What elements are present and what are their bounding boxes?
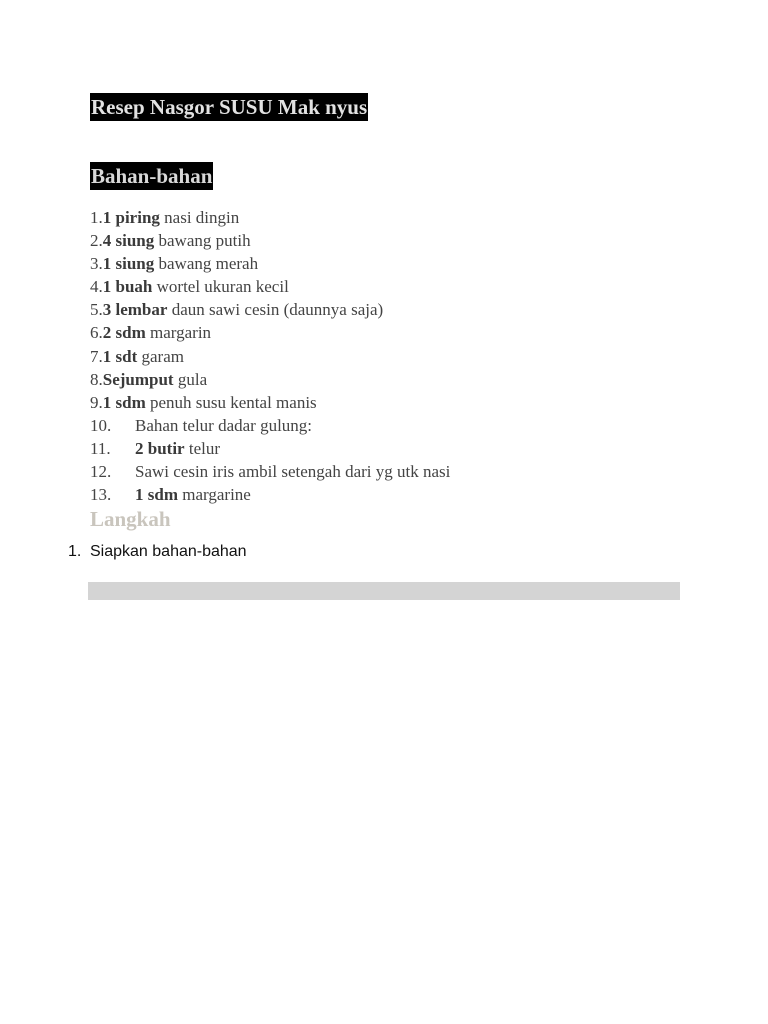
ingredient-text: nasi dingin	[159, 208, 240, 227]
ingredient-text: Sawi cesin iris ambil setengah dari yg utk nasi	[135, 462, 451, 482]
ingredient-quantity: Sejumput	[102, 369, 174, 389]
ingredient-number: 3.	[90, 254, 103, 274]
ingredient-item	[90, 437, 450, 460]
ingredient-number: 11.	[90, 438, 111, 458]
step-number: 1.	[68, 543, 82, 560]
ingredient-text: margarine	[177, 485, 251, 505]
ingredient-text: daun sawi cesin (daunnya saja)	[167, 300, 384, 320]
ingredient-number: 13.	[90, 485, 112, 505]
ingredient-text: bawang putih	[154, 231, 251, 251]
ingredient-number: 2.	[90, 231, 103, 251]
ingredient-item	[90, 483, 450, 506]
ingredient-quantity: 1 siung	[102, 254, 155, 274]
ingredient-quantity: 4 siung	[102, 231, 155, 251]
ingredient-text: penuh susu kental manis	[145, 392, 317, 412]
image-placeholder-bar	[88, 582, 680, 600]
ingredient-item	[90, 206, 450, 229]
ingredient-item	[90, 252, 450, 275]
ingredient-number: 10.	[90, 415, 112, 435]
ingredient-item	[90, 275, 450, 298]
ingredient-quantity: 2 butir	[135, 438, 185, 458]
ingredient-item	[90, 368, 450, 391]
ingredient-quantity: 1 sdt	[102, 346, 138, 366]
ingredient-quantity: 3 lembar	[102, 300, 168, 320]
ingredient-number: 7.	[90, 346, 103, 366]
ingredient-text: bawang merah	[154, 254, 259, 274]
ingredient-number: 4.	[90, 277, 103, 297]
ingredient-quantity: 1 buah	[102, 277, 153, 297]
ingredient-number: 5.	[90, 300, 103, 320]
step-text: Siapkan bahan-bahan	[90, 543, 247, 560]
ingredient-item	[90, 391, 450, 414]
ingredient-text: wortel ukuran kecil	[152, 277, 289, 297]
ingredient-item	[90, 345, 450, 368]
ingredient-number: 1.	[90, 208, 103, 227]
ingredient-number: 12.	[90, 462, 112, 482]
ingredient-text: garam	[137, 346, 184, 366]
ingredient-number: 8.	[90, 369, 103, 389]
ingredient-quantity: 1 sdm	[102, 392, 146, 412]
ingredient-text: telur	[184, 438, 220, 458]
ingredients-list	[90, 206, 450, 506]
ingredient-quantity: 1 piring	[102, 208, 160, 227]
ingredient-item	[90, 298, 450, 321]
steps-list	[68, 541, 247, 563]
ingredient-item	[90, 414, 450, 437]
steps-heading: Langkah	[90, 507, 171, 531]
ingredient-item	[90, 229, 450, 252]
ingredients-heading: Bahan-bahan	[91, 164, 213, 188]
step-item	[68, 541, 247, 563]
ingredient-quantity: 1 sdm	[135, 485, 178, 505]
ingredient-item	[90, 460, 450, 483]
ingredient-number: 6.	[90, 323, 103, 343]
ingredient-quantity: 2 sdm	[102, 323, 146, 343]
ingredient-text: Bahan telur dadar gulung:	[135, 415, 313, 435]
ingredient-item	[90, 321, 450, 344]
ingredient-text: gula	[173, 369, 208, 389]
ingredient-number: 9.	[90, 392, 103, 412]
page-title: Resep Nasgor SUSU Mak nyus	[91, 95, 368, 119]
ingredient-text: margarin	[145, 323, 212, 343]
